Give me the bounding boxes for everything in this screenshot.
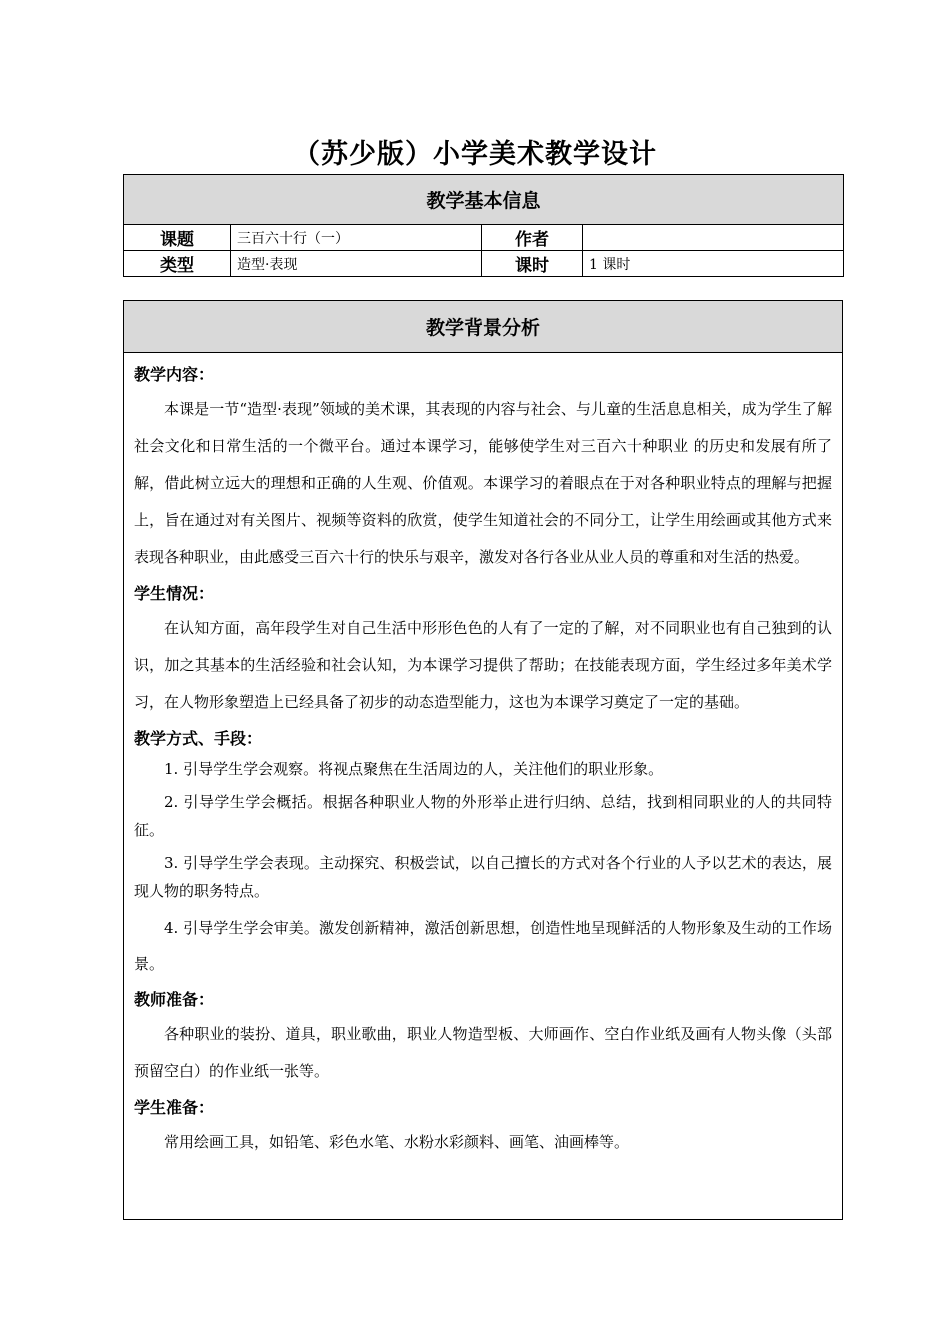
background-header: 教学背景分析 [124, 301, 842, 353]
content-paragraph: 本课是一节“造型·表现”领域的美术课，其表现的内容与社会、与儿童的生活息息相关，成为学生了解社会文化和日常生活的一个微平台。通过本课学习，能够使学生对三百六十种职业 的历史和发展有所了解，借此树立远大的理想和正确的人生观、价值观。本课学习的着眼点在于对各种职业特点的理解与把握上，旨在通过对有关图片、视频等资料的欣赏，使学生知道社会的不同分工，让学生用绘画或其他方式来表现各种职业，由此感受三百六十行的快乐与艰辛，激发对各行各业从业人员的尊重和对生活的热爱。 [134, 400, 832, 566]
teacher-prep-paragraph: 各种职业的装扮、道具，职业歌曲，职业人物造型板、大师画作、空白作业纸及画有人物头像（头部预留空白）的作业纸一张等。 [134, 1025, 832, 1080]
background-analysis-section [123, 300, 843, 1220]
students-paragraph: 在认知方面，高年段学生对自己生活中形形色色的人有了一定的了解，对不同职业也有自己独到的认识，加之其基本的生活经验和社会认知，为本课学习提供了帮助；在技能表现方面，学生经过多年美术学习，在人物形象塑造上已经具备了初步的动态造型能力，这也为本课学习奠定了一定的基础。 [134, 619, 832, 711]
type-label: 类型 [124, 251, 231, 277]
teacher-prep-heading: 教师准备： [134, 990, 215, 1009]
basic-info-table [123, 174, 844, 277]
students-heading: 学生情况： [134, 584, 215, 603]
hours-label: 课时 [482, 251, 583, 277]
author-label: 作者 [482, 225, 583, 251]
background-body [124, 353, 842, 1161]
type-value: 造型·表现 [231, 251, 482, 277]
document-title: （苏少版）小学美术教学设计 [293, 139, 657, 170]
student-prep-paragraph: 常用绘画工具，如铅笔、彩色水笔、水粉水彩颜料、画笔、油画棒等。 [164, 1133, 630, 1151]
method-item-1: 1. 引导学生学会观察。将视点聚焦在生活周边的人，关注他们的职业形象。 [164, 760, 664, 778]
hours-value: 1 课时 [583, 251, 844, 277]
author-value [583, 225, 844, 251]
student-prep-heading: 学生准备： [134, 1098, 215, 1117]
method-item-2: 2. 引导学生学会概括。根据各种职业人物的外形举止进行归纳、总结，找到相同职业的人的共同特征。 [134, 793, 832, 839]
topic-label: 课题 [124, 225, 231, 251]
method-item-3: 3. 引导学生学会表现。主动探究、积极尝试，以自己擅长的方式对各个行业的人予以艺术的表达，展现人物的职务特点。 [134, 854, 832, 900]
method-item-4: 4. 引导学生学会审美。激发创新精神，激活创新思想，创造性地呈现鲜活的人物形象及生动的工作场景。 [134, 919, 832, 973]
content-heading: 教学内容： [134, 365, 215, 384]
topic-value: 三百六十行（一） [231, 225, 482, 251]
basic-info-header: 教学基本信息 [124, 175, 844, 225]
methods-heading: 教学方式、手段： [134, 729, 263, 748]
